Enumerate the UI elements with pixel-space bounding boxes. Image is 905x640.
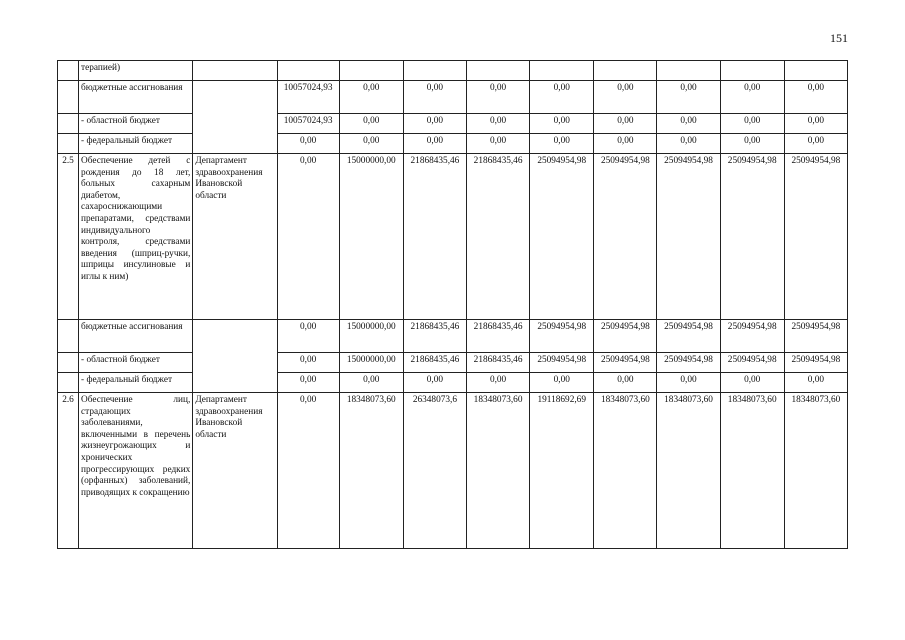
table-row xyxy=(58,353,848,373)
table-row xyxy=(58,154,848,320)
value-cell: 0,00 xyxy=(277,393,339,549)
value-cell xyxy=(403,61,466,81)
row-index-cell xyxy=(58,81,79,114)
value-cell: 25094954,98 xyxy=(784,320,847,353)
value-cell: 25094954,98 xyxy=(720,154,784,320)
value-cell: 25094954,98 xyxy=(784,353,847,373)
row-description: Обеспечение лиц, страдающих заболеваниями, включенными в перечень жизнеугрожающих и хронических прогрессирующих редких (орфанных) заболеваний, приводящих к сокращению xyxy=(79,393,193,549)
row-executor xyxy=(193,81,277,154)
value-cell: 0,00 xyxy=(594,134,657,154)
row-index-cell: 2.6 xyxy=(58,393,79,549)
value-cell: 0,00 xyxy=(530,134,594,154)
row-executor: Департамент здравоохранения Ивановской области xyxy=(193,393,277,549)
row-index-cell xyxy=(58,320,79,353)
value-cell: 21868435,46 xyxy=(403,353,466,373)
row-description: - федеральный бюджет xyxy=(79,134,193,154)
row-executor xyxy=(193,320,277,393)
value-cell: 26348073,6 xyxy=(403,393,466,549)
value-cell: 0,00 xyxy=(277,134,339,154)
value-cell: 0,00 xyxy=(657,134,720,154)
row-description: - областной бюджет xyxy=(79,353,193,373)
value-cell: 0,00 xyxy=(784,81,847,114)
table-row xyxy=(58,114,848,134)
row-index-cell xyxy=(58,134,79,154)
table-row xyxy=(58,81,848,114)
value-cell: 0,00 xyxy=(403,81,466,114)
value-cell: 0,00 xyxy=(594,114,657,134)
value-cell xyxy=(720,61,784,81)
value-cell: 18348073,60 xyxy=(339,393,403,549)
row-index-cell xyxy=(58,61,79,81)
value-cell: 0,00 xyxy=(277,353,339,373)
table-row xyxy=(58,320,848,353)
value-cell xyxy=(784,61,847,81)
value-cell: 0,00 xyxy=(657,114,720,134)
row-description: терапией) xyxy=(79,61,193,81)
value-cell: 25094954,98 xyxy=(594,320,657,353)
value-cell: 0,00 xyxy=(720,81,784,114)
value-cell: 0,00 xyxy=(339,114,403,134)
value-cell: 21868435,46 xyxy=(467,353,530,373)
value-cell: 25094954,98 xyxy=(594,353,657,373)
value-cell: 25094954,98 xyxy=(594,154,657,320)
value-cell: 0,00 xyxy=(594,373,657,393)
value-cell: 0,00 xyxy=(277,373,339,393)
value-cell xyxy=(594,61,657,81)
value-cell: 18348073,60 xyxy=(467,393,530,549)
row-description: - областной бюджет xyxy=(79,114,193,134)
value-cell: 0,00 xyxy=(657,81,720,114)
value-cell: 0,00 xyxy=(467,81,530,114)
value-cell: 25094954,98 xyxy=(530,320,594,353)
table-row xyxy=(58,373,848,393)
value-cell: 0,00 xyxy=(530,114,594,134)
table-row xyxy=(58,134,848,154)
value-cell: 25094954,98 xyxy=(657,154,720,320)
row-description: Обеспечение детей с рождения до 18 лет, больных сахарным диабетом, сахароснижающими препаратами, средствами индивидуального контроля, средствами введения (шприц-ручки, шприцы инсулиновые и иглы к ним) xyxy=(79,154,193,320)
value-cell: 0,00 xyxy=(339,134,403,154)
row-executor: Департамент здравоохранения Ивановской области xyxy=(193,154,277,320)
value-cell: 25094954,98 xyxy=(784,154,847,320)
value-cell: 0,00 xyxy=(403,134,466,154)
page-number: 151 xyxy=(830,31,848,45)
value-cell: 0,00 xyxy=(784,114,847,134)
value-cell: 18348073,60 xyxy=(594,393,657,549)
value-cell: 0,00 xyxy=(594,81,657,114)
value-cell: 0,00 xyxy=(277,320,339,353)
value-cell xyxy=(530,61,594,81)
value-cell: 18348073,60 xyxy=(657,393,720,549)
row-index-cell xyxy=(58,373,79,393)
value-cell: 0,00 xyxy=(467,134,530,154)
value-cell: 25094954,98 xyxy=(530,353,594,373)
row-description: бюджетные ассигнования xyxy=(79,320,193,353)
value-cell xyxy=(339,61,403,81)
value-cell: 19118692,69 xyxy=(530,393,594,549)
value-cell: 0,00 xyxy=(467,373,530,393)
table-row xyxy=(58,61,848,81)
value-cell: 0,00 xyxy=(339,81,403,114)
value-cell: 0,00 xyxy=(403,114,466,134)
value-cell: 25094954,98 xyxy=(657,353,720,373)
value-cell: 21868435,46 xyxy=(467,320,530,353)
value-cell: 0,00 xyxy=(339,373,403,393)
value-cell: 0,00 xyxy=(657,373,720,393)
value-cell xyxy=(657,61,720,81)
value-cell: 0,00 xyxy=(467,114,530,134)
value-cell: 25094954,98 xyxy=(720,320,784,353)
value-cell: 25094954,98 xyxy=(657,320,720,353)
row-index-cell: 2.5 xyxy=(58,154,79,320)
row-index-cell xyxy=(58,114,79,134)
value-cell: 0,00 xyxy=(530,373,594,393)
value-cell: 10057024,93 xyxy=(277,81,339,114)
value-cell: 0,00 xyxy=(720,373,784,393)
value-cell: 21868435,46 xyxy=(467,154,530,320)
value-cell: 0,00 xyxy=(277,154,339,320)
value-cell xyxy=(467,61,530,81)
value-cell: 15000000,00 xyxy=(339,320,403,353)
value-cell: 15000000,00 xyxy=(339,154,403,320)
table-row xyxy=(58,393,848,549)
value-cell: 0,00 xyxy=(784,373,847,393)
row-description: бюджетные ассигнования xyxy=(79,81,193,114)
value-cell: 18348073,60 xyxy=(720,393,784,549)
value-cell: 21868435,46 xyxy=(403,320,466,353)
value-cell: 21868435,46 xyxy=(403,154,466,320)
row-executor xyxy=(193,61,277,81)
value-cell: 15000000,00 xyxy=(339,353,403,373)
value-cell: 25094954,98 xyxy=(720,353,784,373)
budget-table xyxy=(57,60,848,549)
value-cell: 25094954,98 xyxy=(530,154,594,320)
value-cell: 0,00 xyxy=(720,134,784,154)
row-description: - федеральный бюджет xyxy=(79,373,193,393)
value-cell: 0,00 xyxy=(784,134,847,154)
value-cell xyxy=(277,61,339,81)
value-cell: 0,00 xyxy=(720,114,784,134)
value-cell: 0,00 xyxy=(403,373,466,393)
value-cell: 18348073,60 xyxy=(784,393,847,549)
value-cell: 10057024,93 xyxy=(277,114,339,134)
row-index-cell xyxy=(58,353,79,373)
value-cell: 0,00 xyxy=(530,81,594,114)
